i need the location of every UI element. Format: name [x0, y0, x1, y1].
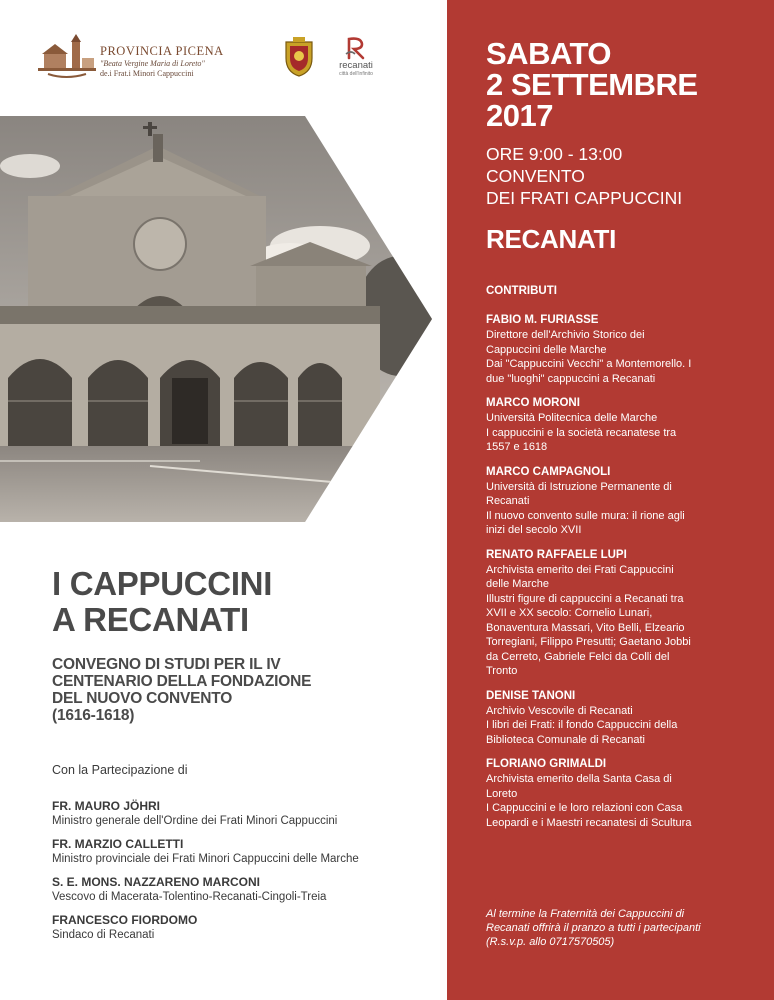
conference-subtitle [52, 656, 412, 724]
speaker-line: Archivista emerito della Santa Casa di [486, 773, 672, 785]
main-title [52, 566, 272, 638]
date-day-month: 2 SETTEMBRE [486, 67, 698, 102]
speaker-line: XVII e XX secolo: Cornelio Lunari, [486, 607, 653, 619]
participation-label: Con la Partecipazione di [52, 763, 188, 777]
closing-line-2: Recanati offrirà il pranzo a tutti i partecipanti [486, 922, 701, 934]
speaker-line: Dai "Cappuccini Vecchi" a Montemorello. I [486, 358, 692, 370]
speaker-name: MARCO CAMPAGNOLI [486, 465, 611, 478]
guest-role: Vescovo di Macerata-Tolentino-Recanati-Cingoli-Treia [52, 891, 327, 903]
guest-name: FRANCESCO FIORDOMO [52, 913, 198, 927]
province-logo-icon [36, 32, 98, 82]
speaker-line: Bonaventura Massari, Vito Belli, Elzeario [486, 621, 685, 634]
contributions-heading: CONTRIBUTI [486, 285, 557, 297]
guest-item [52, 799, 442, 828]
speaker-line: delle Marche [486, 578, 549, 590]
closing-line-1: Al termine la Fraternità dei Cappuccini di [486, 908, 685, 920]
speaker-line: Cappuccini delle Marche [486, 343, 607, 356]
speaker-line: inizi del secolo XVII [486, 524, 582, 536]
speaker-name: MARCO MORONI [486, 397, 580, 409]
recanati-logo-name: recanati [339, 60, 373, 71]
venue-line-1: CONVENTO [486, 166, 585, 186]
contribution-list [486, 313, 768, 840]
speaker-line: Illustri figure di cappuccini a Recanati tra [486, 592, 684, 605]
speaker-line: Archivio Vescovile di Recanati [486, 704, 633, 717]
convent-illustration [0, 116, 432, 522]
speaker-line: due "luoghi" cappuccini a Recanati [486, 372, 656, 385]
guest-role: Sindaco di Recanati [52, 929, 155, 941]
speaker-line: Il nuovo convento sulle mura: il rione agli [486, 509, 685, 522]
contribution-item [486, 548, 768, 679]
main-title-line-1: I CAPPUCCINI [52, 565, 273, 602]
speaker-line: Recanati [486, 495, 530, 507]
speaker-line: Archivista emerito dei Frati Cappuccini [486, 563, 674, 576]
speaker-name: DENISE TANONI [486, 689, 576, 702]
contribution-item [486, 313, 768, 386]
contribution-item [486, 757, 768, 830]
guest-item [52, 837, 442, 866]
subtitle-line-4: (1616-1618) [52, 707, 135, 724]
speaker-line: I cappuccini e la società recanatese tra [486, 426, 677, 439]
speaker-line: Loreto [486, 787, 518, 800]
subtitle-line-1: CONVEGNO DI STUDI PER IL IV [52, 656, 281, 673]
province-subtitle: "Beata Vergine Maria di Loreto" [100, 59, 205, 68]
convent-photo [0, 116, 432, 522]
speaker-line: da Cerreto, Gabriele Felci da Colli del [486, 650, 670, 663]
guest-item [52, 913, 442, 942]
speaker-line: Direttore dell'Archivio Storico dei [486, 329, 645, 341]
speaker-name: RENATO RAFFAELE LUPI [486, 548, 627, 561]
contribution-item [486, 396, 768, 455]
date-weekday: SABATO [486, 36, 612, 71]
main-title-line-2: A RECANATI [52, 601, 249, 638]
speaker-name: FLORIANO GRIMALDI [486, 758, 607, 770]
closing-line-3: (R.s.v.p. allo 0717570505) [486, 936, 615, 948]
guest-name: FR. MARZIO CALLETTI [52, 837, 184, 851]
closing-note [486, 907, 768, 949]
event-city: RECANATI [486, 224, 616, 254]
speaker-line: Biblioteca Comunale di Recanati [486, 733, 645, 746]
speaker-line: I libri dei Frati: il fondo Cappuccini della [486, 719, 678, 731]
province-title: PROVINCIA PICENA [100, 44, 224, 58]
subtitle-line-2: CENTENARIO DELLA FONDAZIONE [52, 673, 312, 690]
recanati-logo-tagline: città dell'infinito [339, 71, 373, 77]
subtitle-line-3: DEL NUOVO CONVENTO [52, 690, 233, 707]
event-time-venue [486, 143, 682, 209]
speaker-line: 1557 e 1618 [486, 441, 548, 453]
guest-item [52, 875, 442, 904]
province-text [100, 44, 250, 79]
speaker-name: FABIO M. FURIASSE [486, 314, 599, 326]
guest-list [52, 799, 442, 951]
speaker-line: Università Politecnica delle Marche [486, 412, 658, 424]
speaker-line: Tronto [486, 665, 518, 677]
venue-line-2: DEI FRATI CAPPUCCINI [486, 188, 683, 208]
province-subtitle-2: de.i Frat.i Minori Cappuccini [100, 69, 194, 78]
recanati-r-icon [343, 36, 369, 60]
logo-bar [0, 30, 447, 90]
event-date [486, 38, 698, 131]
contribution-item [486, 465, 768, 538]
speaker-line: Università di Istruzione Permanente di [486, 480, 672, 493]
speaker-line: Torregiani, Filippo Presutti; Gaetano Jobbi [486, 636, 691, 648]
contribution-item [486, 689, 768, 748]
date-year: 2017 [486, 98, 553, 133]
guest-role: Ministro provinciale dei Frati Minori Cappuccini delle Marche [52, 853, 359, 865]
guest-role: Ministro generale dell'Ordine dei Frati Minori Cappuccini [52, 815, 338, 827]
speaker-line: I Cappuccini e le loro relazioni con Casa [486, 802, 683, 814]
speaker-line: Leopardi e i Maestri recanatesi di Scultura [486, 816, 692, 829]
guest-name: S. E. MONS. NAZZARENO MARCONI [52, 875, 261, 889]
right-column [447, 0, 774, 1000]
event-time: ORE 9:00 - 13:00 [486, 144, 623, 164]
recanati-logo [326, 36, 386, 78]
guest-name: FR. MAURO JÖHRI [52, 799, 160, 813]
coat-of-arms-icon [283, 36, 315, 78]
